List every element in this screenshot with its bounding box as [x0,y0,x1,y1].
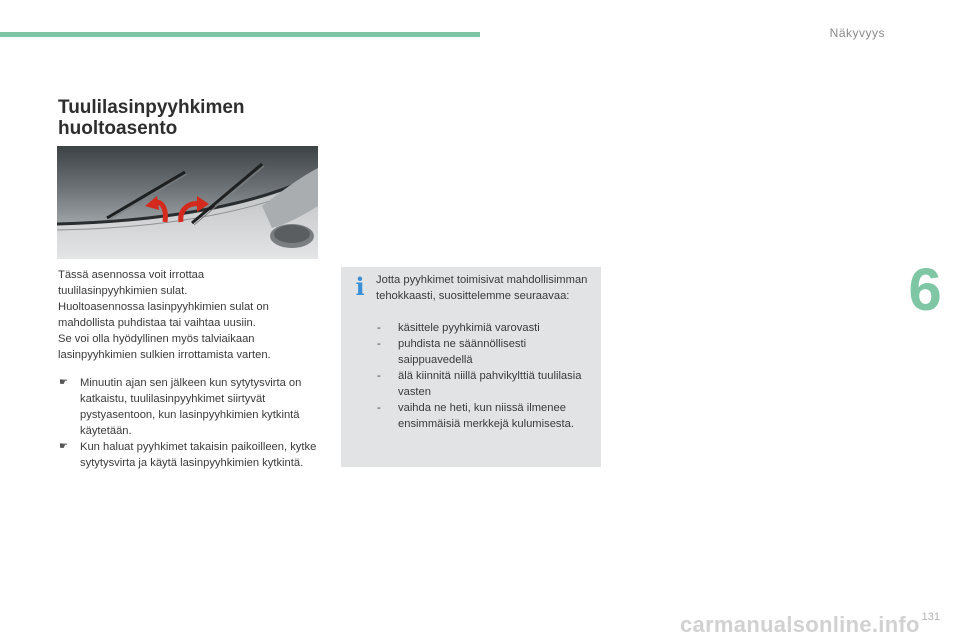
chapter-number: 6 [908,256,942,323]
intro-line: Se voi olla hyödyllinen myös talviaikaan [58,333,255,345]
intro-line: mahdollista puhdistaa tai vaihtaa uusiin. [58,317,256,329]
instruction-text: Minuutin ajan sen jälkeen kun sytytysvirta on katkaistu, tuulilasinpyyhkimet siirtyvät pystyasentoon, kun lasinpyyhkimien kytkintä käytetään. [80,377,302,437]
pointing-hand-icon: ☛ [59,441,68,452]
info-item [376,320,598,336]
info-icon: i [355,272,365,301]
info-item-text: käsittele pyyhkimiä varovasti [398,322,540,334]
watermark: carmanualsonline.info [680,612,920,637]
section-color-bar [0,32,480,37]
intro-line: lasinpyyhkimien sulkien irrottamista varten. [58,349,271,361]
instruction-item [58,439,320,471]
info-item [376,368,598,400]
info-intro: Jotta pyyhkimet toimisivat mahdollisimman tehokkaasti, suosittelemme seuraavaa: [376,274,588,302]
section-label: Näkyvyys [829,26,885,40]
instruction-text: Kun haluat pyyhkimet takaisin paikoilleen, kytke sytytysvirta ja käytä lasinpyyhkimien kytkintä. [80,441,317,469]
page-title: Tuulilasinpyyhkimen huoltoasento [58,97,245,139]
page-number: 131 [921,611,940,623]
pointing-hand-icon: ☛ [59,377,68,388]
info-list [376,320,598,432]
info-item-text: älä kiinnitä niillä pahvikylttiä tuulilasia vasten [398,370,582,398]
dash-marker: - [377,338,381,350]
instruction-item [58,375,320,439]
intro-line: tuulilasinpyyhkimien sulat. [58,285,188,297]
info-item [376,336,598,368]
info-item-text: puhdista ne säännöllisesti saippuavedellä [398,338,527,366]
info-item-text: vaihda ne heti, kun niissä ilmenee ensimmäisiä merkkejä kulumisesta. [398,402,574,430]
windscreen-wipers-illustration [57,146,318,259]
dash-marker: - [377,370,381,382]
intro-line: Huoltoasennossa lasinpyyhkimien sulat on [58,301,269,313]
dash-marker: - [377,322,381,334]
intro-paragraph [58,267,318,363]
info-item [376,400,598,432]
dash-marker: - [377,402,381,414]
info-box [341,267,601,467]
intro-line: Tässä asennossa voit irrottaa [58,269,205,281]
instruction-list [58,375,320,471]
